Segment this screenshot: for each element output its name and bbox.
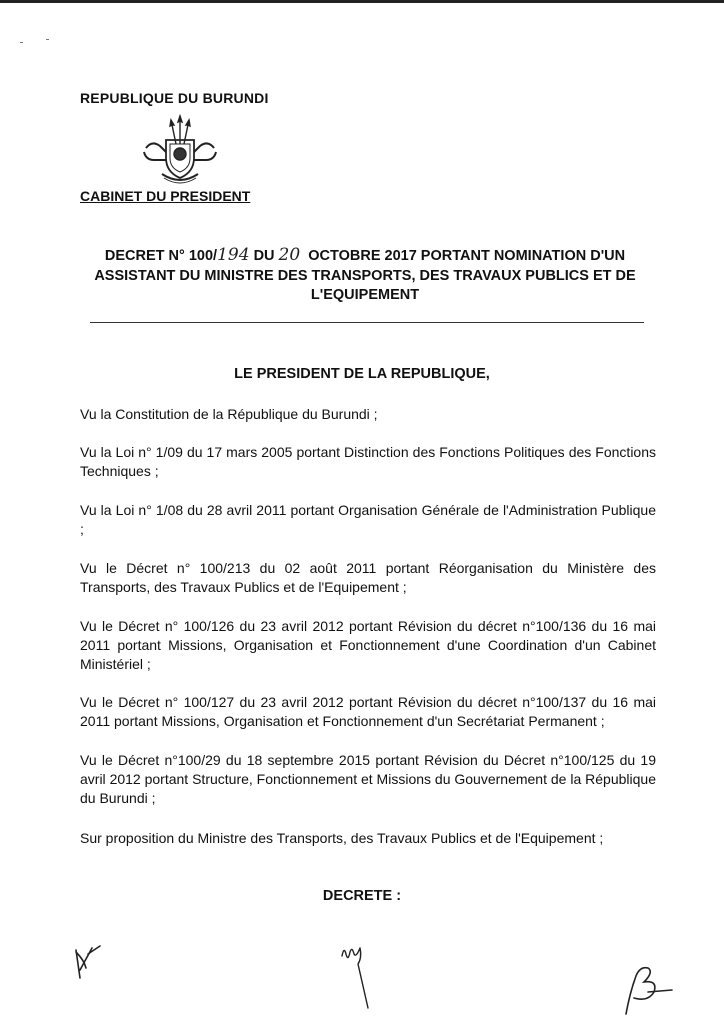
scan-speck: [46, 39, 49, 40]
coat-of-arms-emblem: [138, 114, 222, 190]
title-divider: [90, 322, 644, 323]
handwritten-initials-left: [70, 940, 114, 984]
scan-speck: [20, 42, 23, 43]
consideration-paragraph: Vu la Loi n° 1/08 du 28 avril 2011 portant Organisation Générale de l'Administration Publique ;: [80, 502, 656, 537]
scan-top-edge: [0, 0, 724, 3]
decree-number-prefix: DECRET N° 100/: [104, 248, 218, 264]
consideration-paragraph: Vu le Décret n°100/29 du 18 septembre 2015 portant Révision du Décret n°100/125 du 19 avril 2012 portant Structure, Fonctionnement et Missions du Gouvernement de la République du Burundi ;: [80, 752, 656, 806]
consideration-paragraph: Vu le Décret n° 100/213 du 02 août 2011 portant Réorganisation du Ministère des Transports, des Travaux Publics et de l'Equipement ;: [80, 560, 656, 595]
decree-title-rest: OCTOBRE 2017 PORTANT NOMINATION D'UN: [308, 248, 626, 264]
decree-du: DU: [253, 248, 275, 264]
handwritten-decree-number: 194: [217, 245, 250, 265]
decree-title-line3: L'EQUIPEMENT: [310, 287, 420, 303]
handwritten-initials-right: [618, 962, 678, 1018]
decree-title: [76, 246, 654, 306]
header-country: REPUBLIQUE DU BURUNDI: [80, 90, 269, 106]
consideration-paragraph: Vu le Décret n° 100/127 du 23 avril 2012 portant Révision du décret n°100/137 du 16 mai 2011 portant Missions, Organisation et Fonctionnement d'un Secrétariat Permanent ;: [80, 694, 656, 729]
consideration-paragraph: Vu le Décret n° 100/126 du 23 avril 2012 portant Révision du décret n°100/136 du 16 mai 2011 portant Missions, Organisation et Fonctionnement d'une Coordination d'un Cabinet Ministériel ;: [80, 618, 656, 672]
president-heading: LE PRESIDENT DE LA REPUBLIQUE,: [234, 366, 490, 382]
consideration-paragraph: Vu la Loi n° 1/09 du 17 mars 2005 portant Distinction des Fonctions Politiques des Fonctions Techniques ;: [80, 444, 656, 479]
handwritten-day: 20: [278, 245, 301, 265]
decree-title-line1: [76, 246, 654, 267]
handwritten-initials-center: [338, 942, 374, 1012]
consideration-paragraph: Sur proposition du Ministre des Transports, des Travaux Publics et de l'Equipement ;: [80, 830, 604, 846]
decrete-heading: DECRETE :: [322, 888, 402, 904]
consideration-paragraph: Vu la Constitution de la République du Burundi ;: [80, 406, 378, 422]
decree-title-line2: ASSISTANT DU MINISTRE DES TRANSPORTS, DES TRAVAUX PUBLICS ET DE: [94, 267, 636, 284]
header-office: CABINET DU PRESIDENT: [80, 188, 251, 204]
